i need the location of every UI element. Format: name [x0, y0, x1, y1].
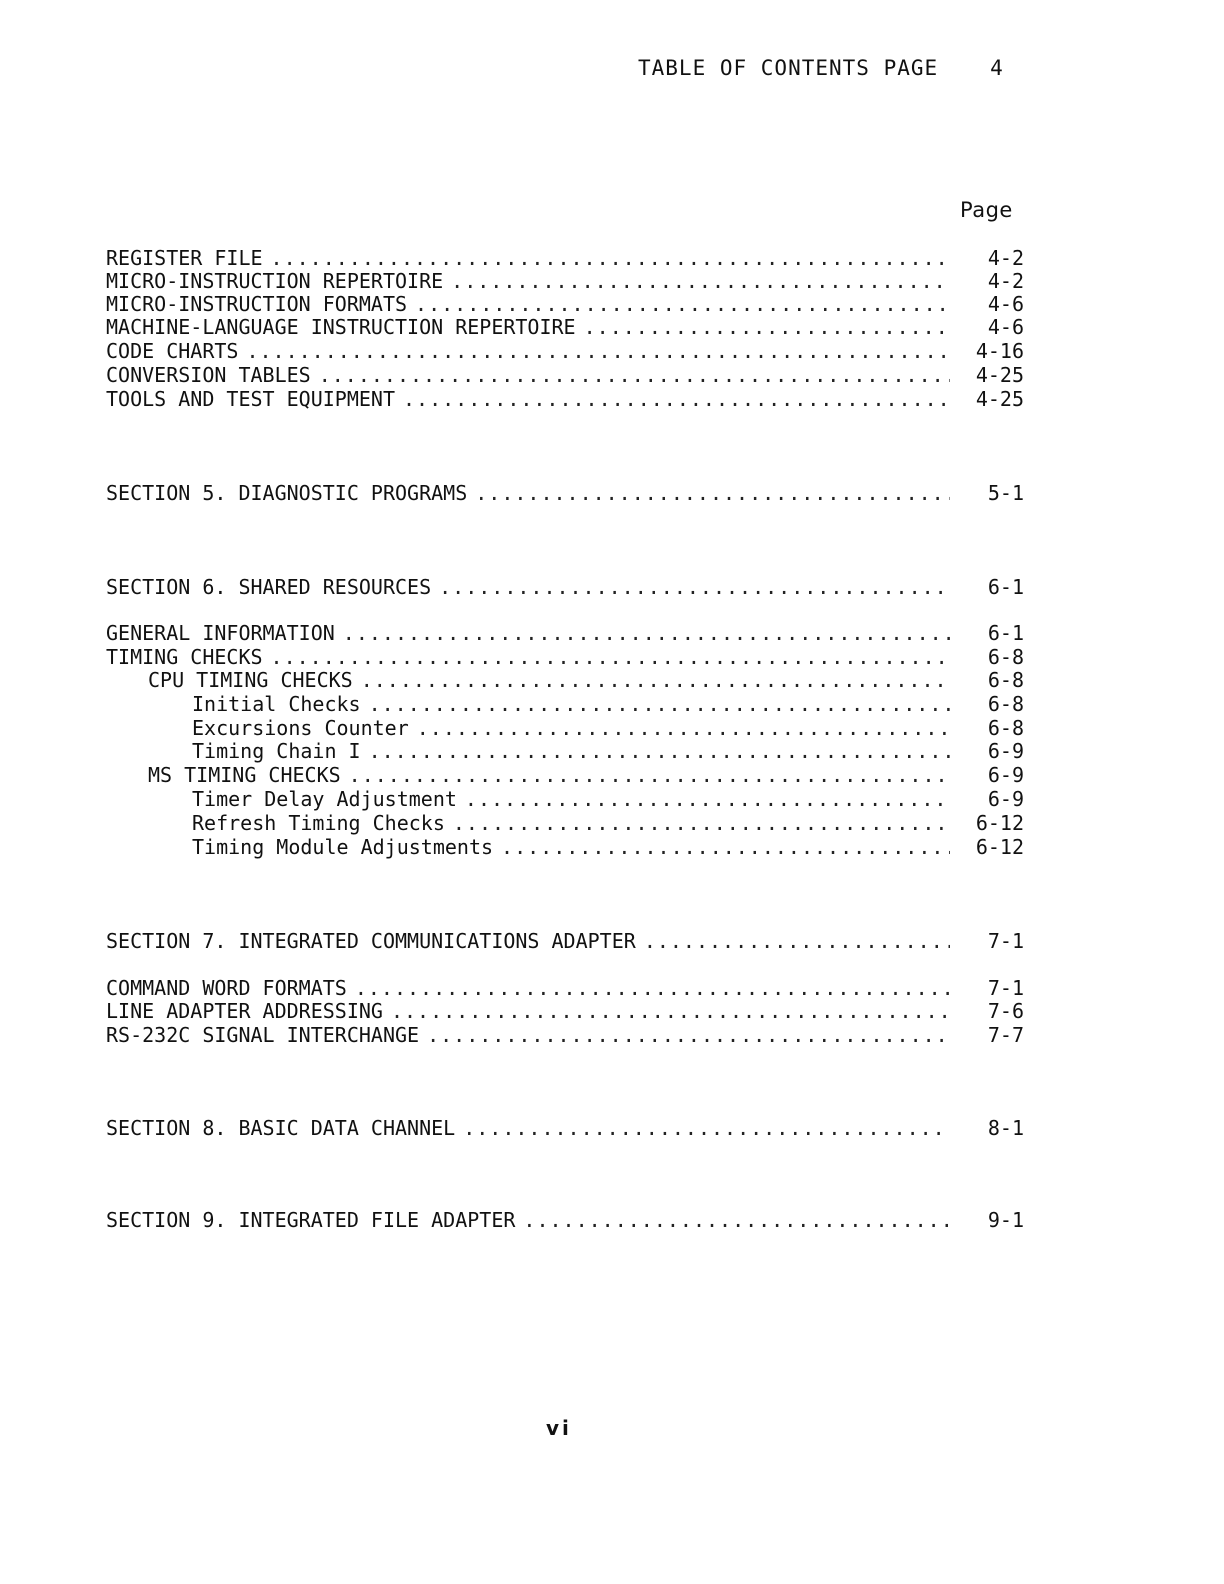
toc-entry-title: RS-232C SIGNAL INTERCHANGE: [106, 1023, 420, 1047]
toc-entry-title: SECTION 9. INTEGRATED FILE ADAPTER: [106, 1208, 516, 1232]
leader-dots: [465, 788, 950, 811]
page-folio: vi: [546, 1416, 572, 1440]
leader-dots: [369, 740, 950, 763]
toc-entry-title: Timing Chain I: [192, 739, 361, 763]
toc-entry-title: GENERAL INFORMATION: [106, 621, 335, 645]
leader-dots: [415, 293, 950, 316]
toc-entry-line-adapter-addressing: [106, 1000, 1024, 1023]
toc-entry-code-charts: [106, 340, 1024, 363]
leader-dots: [501, 836, 950, 859]
toc-entry-tools-test-equipment: [106, 388, 1024, 411]
toc-entry-timer-delay-adjustment: [106, 788, 1024, 811]
toc-entry-conversion-tables: [106, 364, 1024, 387]
toc-section-7: [106, 930, 1024, 953]
toc-entry-title: SECTION 8. BASIC DATA CHANNEL: [106, 1116, 456, 1140]
toc-entry-title: CONVERSION TABLES: [106, 363, 311, 387]
toc-entry-page: 6-9: [987, 739, 1024, 763]
leader-dots: [427, 1024, 950, 1047]
leader-dots: [453, 812, 950, 835]
toc-entry-page: 4-6: [987, 315, 1024, 339]
toc-entry-page: 9-1: [987, 1208, 1024, 1232]
leader-dots: [644, 930, 950, 953]
toc-entry-page: 4-25: [975, 387, 1024, 411]
toc-entry-title: Initial Checks: [192, 692, 361, 716]
toc-entry-timing-checks: [106, 646, 1024, 669]
toc-entry-micro-instruction-formats: [106, 293, 1024, 316]
toc-entry-page: 4-6: [987, 292, 1024, 316]
toc-entry-title: TOOLS AND TEST EQUIPMENT: [106, 387, 395, 411]
toc-entry-title: TIMING CHECKS: [106, 645, 263, 669]
leader-dots: [319, 364, 950, 387]
toc-entry-machine-language-repertoire: [106, 316, 1024, 339]
toc-entry-rs232c-signal-interchange: [106, 1024, 1024, 1047]
toc-entry-page: 7-6: [987, 999, 1024, 1023]
leader-dots: [417, 717, 950, 740]
toc-entry-page: 4-2: [987, 246, 1024, 270]
toc-entry-title: MICRO-INSTRUCTION FORMATS: [106, 292, 408, 316]
toc-entry-timing-module-adjustments: [106, 836, 1024, 859]
leader-dots: [391, 1000, 950, 1023]
leader-dots: [369, 693, 950, 716]
page-column-label: Page: [960, 198, 1013, 222]
toc-entry-page: 7-7: [987, 1023, 1024, 1047]
leader-dots: [439, 576, 950, 599]
toc-entry-page: 6-12: [975, 835, 1024, 859]
running-header: [638, 56, 1004, 80]
toc-entry-title: MICRO-INSTRUCTION REPERTOIRE: [106, 269, 444, 293]
toc-entry-page: 6-8: [987, 716, 1024, 740]
toc-entry-page: 4-2: [987, 269, 1024, 293]
toc-section-9: [106, 1209, 1024, 1232]
toc-entry-register-file: [106, 247, 1024, 270]
leader-dots: [355, 977, 950, 1000]
toc-entry-page: 6-12: [975, 811, 1024, 835]
toc-entry-title: Timer Delay Adjustment: [192, 787, 457, 811]
toc-entry-title: CPU TIMING CHECKS: [148, 668, 353, 692]
leader-dots: [584, 316, 950, 339]
toc-entry-title: Timing Module Adjustments: [192, 835, 494, 859]
toc-entry-cpu-timing-checks: [106, 669, 1024, 692]
toc-section-8: [106, 1117, 1024, 1140]
toc-entry-page: 7-1: [987, 976, 1024, 1000]
leader-dots: [343, 622, 950, 645]
toc-entry-command-word-formats: [106, 977, 1024, 1000]
leader-dots: [523, 1209, 950, 1232]
toc-entry-timing-chain-i: [106, 740, 1024, 763]
toc-entry-title: SECTION 6. SHARED RESOURCES: [106, 575, 432, 599]
toc-entry-page: 6-8: [987, 668, 1024, 692]
toc-entry-page: 8-1: [987, 1116, 1024, 1140]
leader-dots: [349, 764, 950, 787]
toc-entry-page: 5-1: [987, 481, 1024, 505]
leader-dots: [403, 388, 950, 411]
header-page-number: 4: [990, 56, 1004, 80]
toc-entry-refresh-timing-checks: [106, 812, 1024, 835]
toc-entry-title: COMMAND WORD FORMATS: [106, 976, 347, 1000]
leader-dots: [361, 669, 950, 692]
toc-entry-title: MS TIMING CHECKS: [148, 763, 341, 787]
toc-entry-title: CODE CHARTS: [106, 339, 239, 363]
toc-entry-title: Excursions Counter: [192, 716, 409, 740]
toc-entry-general-information: [106, 622, 1024, 645]
toc-section-6: [106, 576, 1024, 599]
toc-entry-title: MACHINE-LANGUAGE INSTRUCTION REPERTOIRE: [106, 315, 576, 339]
toc-entry-page: 6-9: [987, 763, 1024, 787]
leader-dots: [246, 340, 950, 363]
toc-entry-micro-instruction-repertoire: [106, 270, 1024, 293]
header-title: TABLE OF CONTENTS PAGE: [638, 56, 939, 80]
toc-entry-title: Refresh Timing Checks: [192, 811, 445, 835]
toc-entry-page: 4-16: [975, 339, 1024, 363]
toc-section-5: [106, 482, 1024, 505]
toc-entry-title: REGISTER FILE: [106, 246, 263, 270]
toc-entry-page: 6-9: [987, 787, 1024, 811]
toc-entry-title: SECTION 7. INTEGRATED COMMUNICATIONS ADAPTER: [106, 929, 636, 953]
toc-entry-title: LINE ADAPTER ADDRESSING: [106, 999, 383, 1023]
leader-dots: [451, 270, 950, 293]
toc-entry-ms-timing-checks: [106, 764, 1024, 787]
leader-dots: [271, 646, 950, 669]
leader-dots: [271, 247, 950, 270]
toc-entry-page: 7-1: [987, 929, 1024, 953]
toc-entry-initial-checks: [106, 693, 1024, 716]
leader-dots: [475, 482, 950, 505]
toc-entry-page: 4-25: [975, 363, 1024, 387]
toc-entry-page: 6-1: [987, 575, 1024, 599]
toc-entry-page: 6-8: [987, 645, 1024, 669]
toc-entry-excursions-counter: [106, 717, 1024, 740]
toc-entry-page: 6-8: [987, 692, 1024, 716]
toc-entry-title: SECTION 5. DIAGNOSTIC PROGRAMS: [106, 481, 468, 505]
toc-entry-page: 6-1: [987, 621, 1024, 645]
leader-dots: [463, 1117, 950, 1140]
